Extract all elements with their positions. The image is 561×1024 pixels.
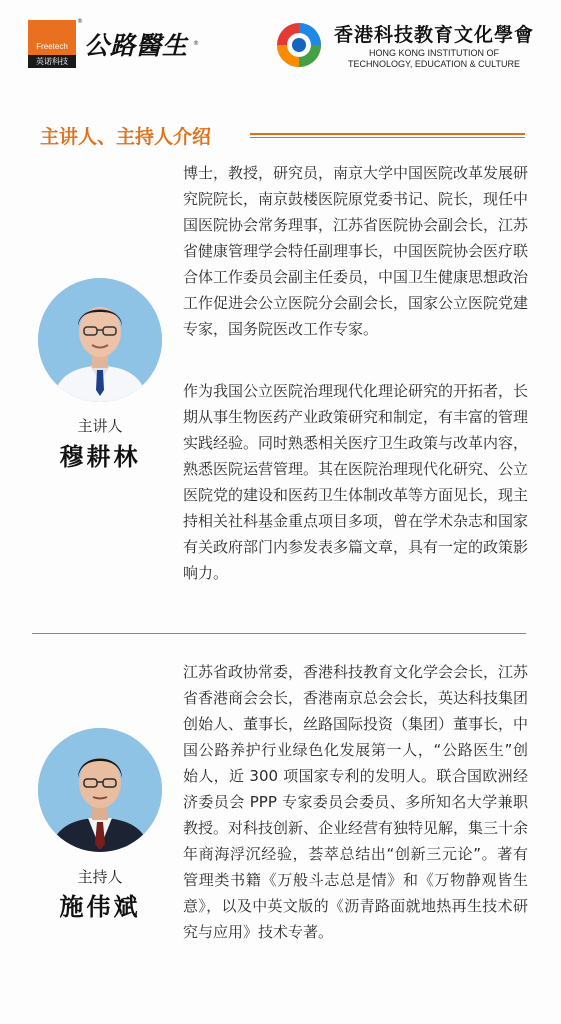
speaker-bio-paragraph: 作为我国公立医院治理现代化理论研究的开拓者，长期从事生物医药产业政策研究和制定，有丰富的管理实践经验。同时熟悉相关医疗卫生政策与改革内容，熟悉医院运营管理。其在医院治理现代化研究、公立医院党的建设和医药卫生体制改革等方面见长，现主持相关社科基金重点项目多项，曾在学术杂志和国家有关政府部门内参发表多篇文章，具有一定的政策影响力。 xyxy=(183,382,529,582)
institute-name-cn: 香港科技教育文化學會 xyxy=(334,24,535,46)
registered-mark: ® xyxy=(77,18,83,25)
speaker-name: 穆耕林 xyxy=(59,442,141,471)
speaker-role: 主讲人 xyxy=(77,417,123,435)
host-role: 主持人 xyxy=(77,868,123,886)
freetech-logo xyxy=(28,20,76,68)
brand-name: 公路醫生 xyxy=(84,31,189,60)
registered-mark-2: ® xyxy=(193,40,199,47)
institute-name-en-line1: HONG KONG INSTITUTION OF xyxy=(369,48,499,58)
freetech-logo-text: Freetech xyxy=(36,42,68,51)
freetech-logo-subtext: 英诺科技 xyxy=(28,55,76,68)
host-bio-paragraph: 江苏省政协常委，香港科技教育文化学会会长，江苏省香港商会会长，香港南京总会会长，英达科技集团创始人、董事长，丝路国际投资（集团）董事长，中国公路养护行业绿色化发展第一人，“公路医生”创始人，近 300 项国家专利的发明人。联合国欧洲经济委员会 PPP 专家委员会委员、多所知名大学兼职教授。对科技创新、企业经营有独特见解，集三十余年商海浮沉经验，荟萃总结出“创新三元论”。著有管理类书籍《万般斗志总是情》和《万物静观皆生意》，以及中英文版的《沥青路面就地热再生技术研究与应用》技术专著。 xyxy=(183,663,529,941)
speaker-bio-paragraph: 博士，教授，研究员，南京大学中国医院改革发展研究院院长，南京鼓楼医院原党委书记、院长，现任中国医院协会常务理事，江苏省医院协会副会长，江苏省健康管理学会特任副理事长，中国医院协会医疗联合体工作委员会副主任委员，中国卫生健康思想政治工作促进会公立医院分会副会长，国家公立医院党建专家，国务院医改工作专家。 xyxy=(183,164,529,338)
title-decoration xyxy=(250,133,525,139)
section-title: 主讲人、主持人介绍 xyxy=(40,126,212,148)
host-name: 施伟斌 xyxy=(59,892,141,921)
speaker-photo xyxy=(38,278,162,402)
host-photo xyxy=(38,728,162,852)
section-divider xyxy=(32,633,526,634)
institute-name-en xyxy=(334,48,534,70)
person-icon xyxy=(38,278,162,402)
institute-name-en-line2: TECHNOLOGY, EDUCATION & CULTURE xyxy=(347,59,521,69)
person-icon xyxy=(38,728,162,852)
institute-logo-icon xyxy=(274,20,324,70)
